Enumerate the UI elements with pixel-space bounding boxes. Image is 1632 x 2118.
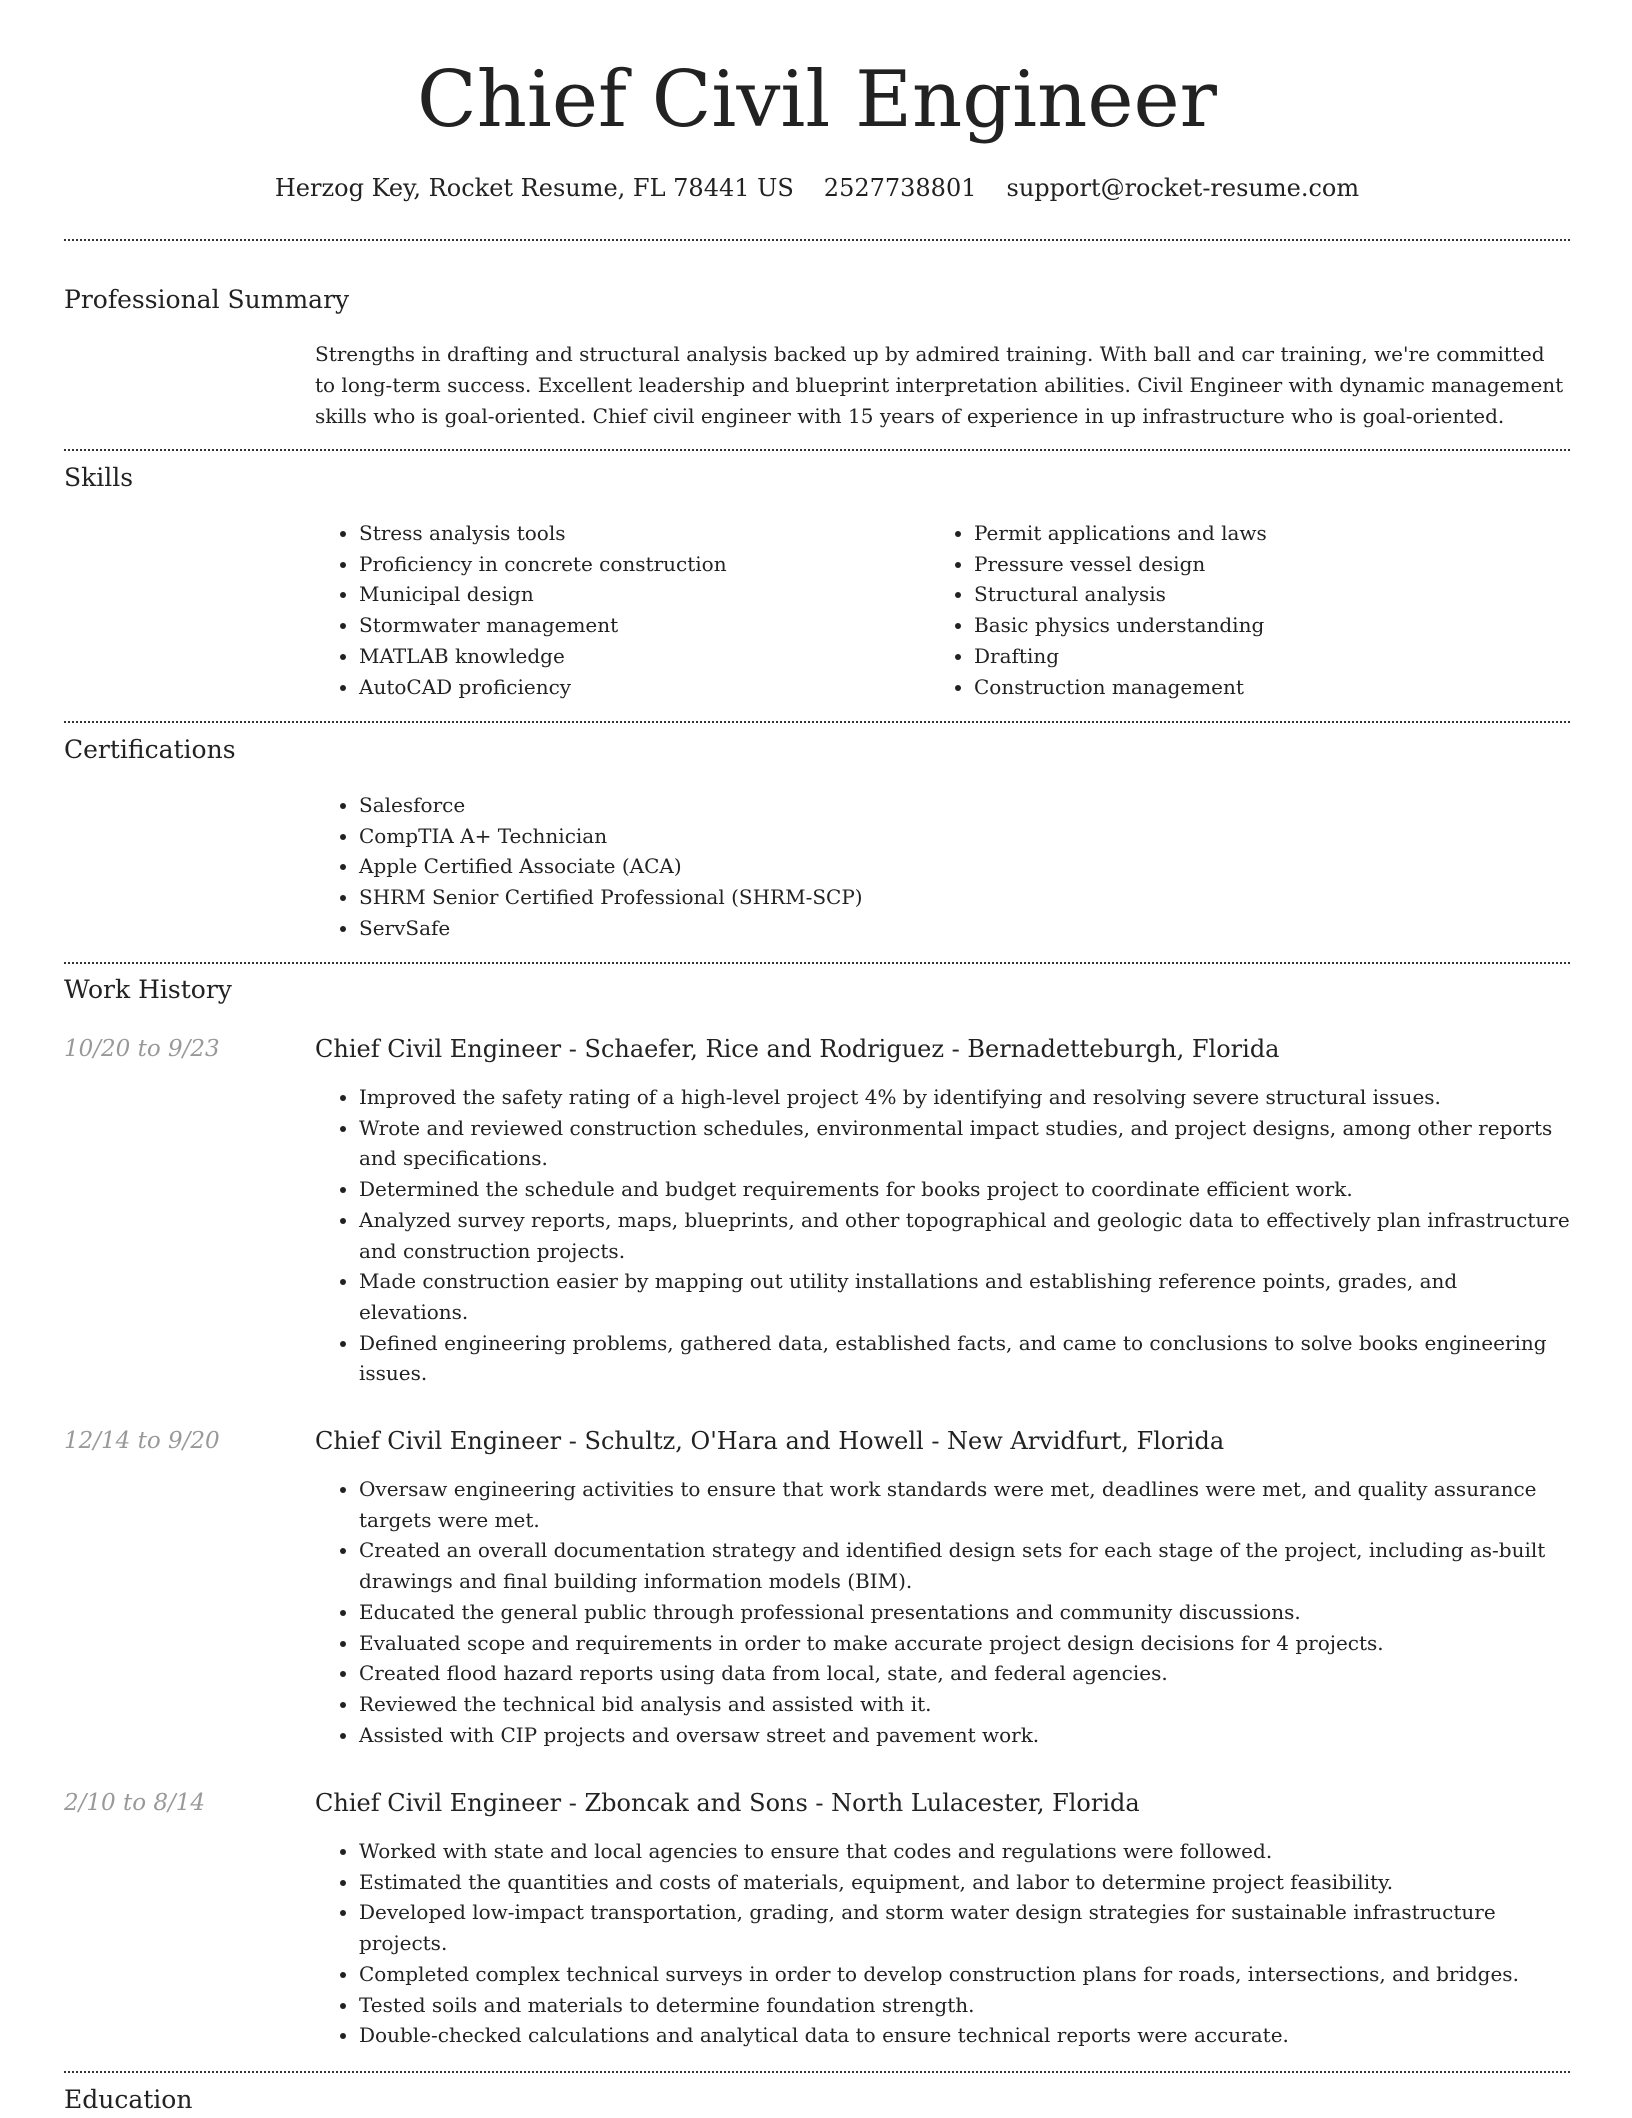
job-bullet: • Created an overall documentation strategy and identified design sets for each stage of the project, including as-built drawings and final building information models (BIM). [359,1535,1570,1596]
summary-text: Strengths in drafting and structural analysis backed up by admired training. With ball and car training, we're committed to long-term success. Excellent leadership and blueprint interpretation abilities. Civil Engineer with dynamic management skills who is goal-oriented. Chief civil engineer with 15 years of experience in up infrastructure who is goal-oriented. [315,342,1564,428]
job-heading: Chief Civil Engineer - Zboncak and Sons - North Lulacester, Florida [315,1789,1140,1817]
divider [64,962,1570,964]
job-bullet: • Developed low-impact transportation, grading, and storm water design strategies for sustainable infrastructure projects. [359,1897,1570,1958]
job-heading: Chief Civil Engineer - Schultz, O'Hara and Howell - New Arvidfurt, Florida [315,1427,1225,1455]
skills-list-right [930,518,1574,702]
job-bullet: • Created flood hazard reports using data from local, state, and federal agencies. [359,1658,1570,1689]
job-bullet: • Evaluated scope and requirements in order to make accurate project design decisions for 4 projects. [359,1628,1570,1659]
section-title-summary: Professional Summary [64,285,350,314]
job-bullet: • Assisted with CIP projects and oversaw street and pavement work. [359,1720,1570,1751]
job-bullet: • Oversaw engineering activities to ensure that work standards were met, deadlines were met, and quality assurance targets were met. [359,1474,1570,1535]
skills-list-left [315,518,919,702]
job-bullet: • Reviewed the technical bid analysis and assisted with it. [359,1689,1570,1720]
skill-item: • AutoCAD proficiency [359,672,919,703]
job-bullet: • Improved the safety rating of a high-level project 4% by identifying and resolving severe structural issues. [359,1082,1570,1113]
certifications-list [315,790,1459,944]
job-bullet: • Made construction easier by mapping out utility installations and establishing reference points, grades, and elevations. [359,1266,1570,1327]
skill-item: • MATLAB knowledge [359,641,919,672]
job-bullet: • Determined the schedule and budget requirements for books project to coordinate efficient work. [359,1174,1570,1205]
job-bullet: • Wrote and reviewed construction schedules, environmental impact studies, and project designs, among other reports and specifications. [359,1113,1570,1174]
job-bullet: • Completed complex technical surveys in order to develop construction plans for roads, intersections, and bridges. [359,1959,1570,1990]
skill-item: • Permit applications and laws [974,518,1574,549]
contact-address: Herzog Key, Rocket Resume, FL 78441 US [274,174,794,202]
certification-item: • Salesforce [359,790,1459,821]
contact-email: support@rocket-resume.com [1006,174,1360,202]
skill-item: • Municipal design [359,579,919,610]
job-dates: 12/14 to 9/20 [64,1428,220,1454]
skill-item: • Structural analysis [974,579,1574,610]
job-bullet: • Double-checked calculations and analytical data to ensure technical reports were accurate. [359,2020,1570,2051]
divider [64,2071,1570,2073]
certification-item: • CompTIA A+ Technician [359,821,1459,852]
section-title-certifications: Certifications [64,735,236,764]
contact-line [64,168,1570,208]
job-dates: 10/20 to 9/23 [64,1036,220,1062]
contact-phone: 2527738801 [823,174,977,202]
section-title-work-history: Work History [64,975,232,1004]
divider [64,239,1570,241]
job-bullet: • Tested soils and materials to determine foundation strength. [359,1990,1570,2021]
skill-item: • Drafting [974,641,1574,672]
certification-item: • ServSafe [359,913,1459,944]
divider [64,449,1570,451]
job-bullet: • Worked with state and local agencies to ensure that codes and regulations were followed. [359,1836,1570,1867]
job-heading: Chief Civil Engineer - Schaefer, Rice and Rodriguez - Bernadetteburgh, Florida [315,1035,1280,1063]
skill-item: • Stormwater management [359,610,919,641]
job-dates: 2/10 to 8/14 [64,1790,206,1816]
skill-item: • Stress analysis tools [359,518,919,549]
skill-item: • Pressure vessel design [974,549,1574,580]
divider [64,721,1570,723]
job-bullet: • Estimated the quantities and costs of materials, equipment, and labor to determine project feasibility. [359,1867,1570,1898]
job-bullets [315,1082,1570,1389]
job-bullet: • Analyzed survey reports, maps, blueprints, and other topographical and geologic data to effectively plan infrastructure and construction projects. [359,1205,1570,1266]
section-title-education: Education [64,2085,193,2114]
skill-item: • Construction management [974,672,1574,703]
resume-name: Chief Civil Engineer [417,55,1217,145]
job-bullet: • Defined engineering problems, gathered data, established facts, and came to conclusions to solve books engineering issues. [359,1328,1570,1389]
certification-item: • Apple Certified Associate (ACA) [359,851,1459,882]
skill-item: • Basic physics understanding [974,610,1574,641]
section-title-skills: Skills [64,463,134,492]
job-bullets [315,1474,1570,1750]
job-bullet: • Educated the general public through professional presentations and community discussions. [359,1597,1570,1628]
certification-item: • SHRM Senior Certified Professional (SHRM-SCP) [359,882,1459,913]
skill-item: • Proficiency in concrete construction [359,549,919,580]
job-bullets [315,1836,1570,2051]
